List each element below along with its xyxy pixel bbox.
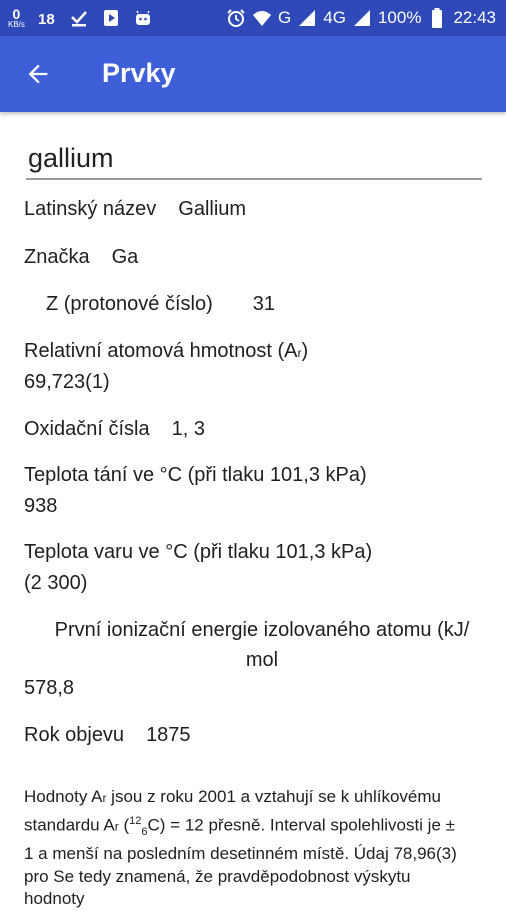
footnote-sub-6: 6 xyxy=(141,825,148,838)
data-speed-indicator xyxy=(8,7,25,29)
footnote-sub-1: r xyxy=(102,791,107,805)
latin-name-row xyxy=(24,198,246,221)
sim-icon xyxy=(37,8,57,28)
download-done-icon xyxy=(69,8,89,28)
symbol-label: Značka xyxy=(24,246,90,268)
back-button[interactable] xyxy=(18,54,58,94)
boiling-point-value: (2 300) xyxy=(24,572,88,594)
footnote-sup-12: 12 xyxy=(129,814,142,827)
discovery-label: Rok objevu xyxy=(24,724,125,746)
search-input[interactable] xyxy=(26,138,482,180)
melting-point-value: 938 xyxy=(24,495,58,517)
alarm-icon xyxy=(226,8,246,28)
footnote-sub-2: r xyxy=(114,819,119,834)
ionization-label xyxy=(24,615,500,675)
ionization-value: 578,8 xyxy=(24,677,75,699)
footnote-text-3: ( xyxy=(118,815,130,835)
data-speed-value: 0 xyxy=(12,6,21,22)
data-speed-unit: KB/s xyxy=(8,20,25,29)
sim-label: 18 xyxy=(37,11,55,28)
signal-icon-2 xyxy=(352,8,372,28)
wifi-icon xyxy=(252,8,272,28)
android-icon xyxy=(133,8,153,28)
discovery-value: 1875 xyxy=(146,724,191,746)
app-bar xyxy=(0,36,506,112)
atomic-mass-label-row xyxy=(24,340,308,363)
network-type-label: G xyxy=(278,8,292,27)
symbol-value: Ga xyxy=(111,246,139,268)
oxidation-row xyxy=(24,418,205,441)
oxidation-value: 1, 3 xyxy=(171,418,205,440)
network-type-label-2: 4G xyxy=(323,8,346,27)
ionization-label-line2: mol xyxy=(245,649,279,671)
status-bar xyxy=(0,0,506,36)
latin-name-label: Latinský název xyxy=(24,198,157,220)
latin-name-value: Gallium xyxy=(178,198,247,220)
proton-number-row xyxy=(46,293,275,316)
footnote-text-1: Hodnoty A xyxy=(24,787,103,806)
footnote-text-2: jsou z roku 2001 a vztahují se k uhlíkovému standardu A xyxy=(24,787,441,835)
footnote xyxy=(24,786,464,911)
footnote-text-4: C) = 12 přesně. Interval spolehlivosti je ± 1 a menší na posledním desetinném místě. Údaj 78,96(3) pro Se tedy znamená, že pravděpodobnost výskytu hodnoty xyxy=(24,815,457,909)
arrow-back-icon xyxy=(24,60,52,88)
signal-icon xyxy=(297,8,317,28)
page-title: Prvky xyxy=(102,58,176,88)
symbol-row xyxy=(24,246,138,269)
clock: 22:43 xyxy=(453,8,496,27)
ionization-label-line1: První ionizační energie izolovaného atomu (kJ/ xyxy=(54,619,470,641)
atomic-mass-close: ) xyxy=(301,340,309,362)
proton-number-value: 31 xyxy=(252,293,275,315)
battery-percent: 100% xyxy=(377,8,422,27)
atomic-mass-subscript: r xyxy=(297,346,302,360)
atomic-mass-label: Relativní atomová hmotnost (A xyxy=(24,340,298,362)
boiling-point-label: Teplota varu ve °C (při tlaku 101,3 kPa) xyxy=(24,541,373,563)
proton-number-label: Z (protonové číslo) xyxy=(46,293,213,315)
battery-icon xyxy=(427,8,447,28)
oxidation-label: Oxidační čísla xyxy=(24,418,150,440)
discovery-row xyxy=(24,724,191,747)
play-store-icon xyxy=(101,8,121,28)
atomic-mass-value: 69,723(1) xyxy=(24,371,110,393)
melting-point-label: Teplota tání ve °C (při tlaku 101,3 kPa) xyxy=(24,464,367,486)
